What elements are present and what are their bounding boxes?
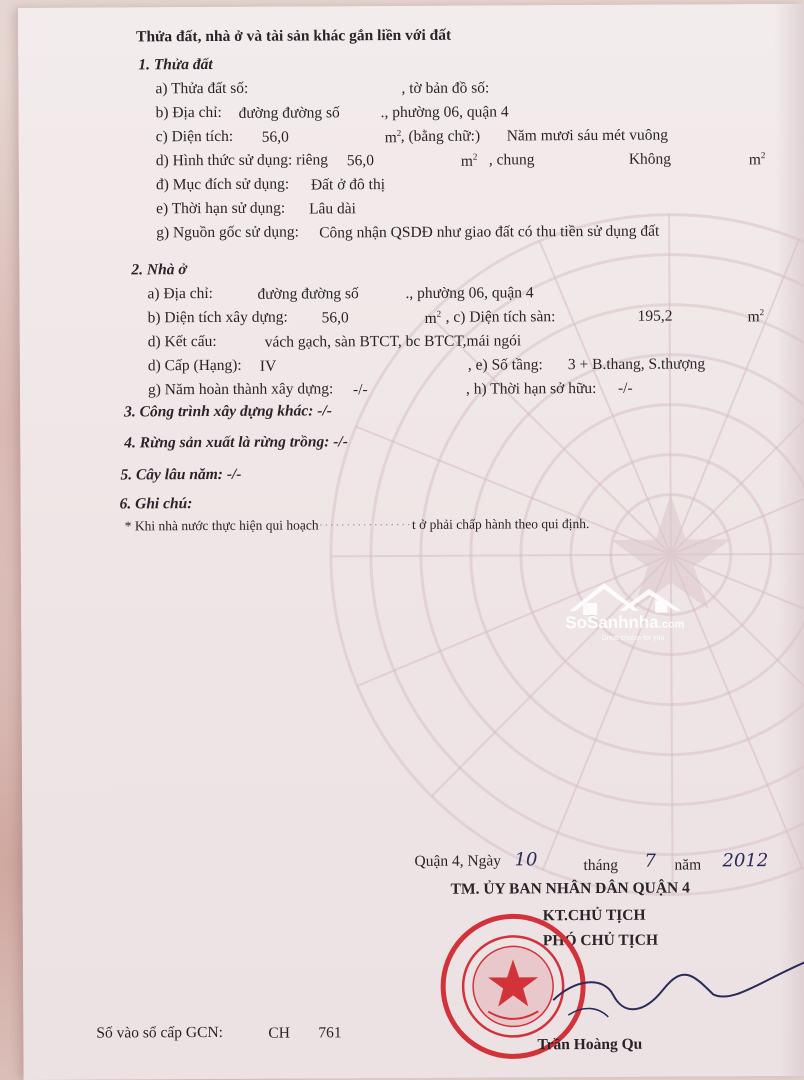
- issue-year-label: năm: [674, 856, 702, 874]
- usage-private-unit: $m^2$: [460, 151, 478, 170]
- usage-form-label: d) Hình thức sử dụng: riêng: [155, 151, 329, 170]
- usage-shared-unit: $m^2$: [748, 150, 766, 169]
- note-text: * Khi nhà nước thực hiện qui hoạch·················t ở phải chấp hành theo qui định.: [124, 516, 590, 534]
- usage-origin-value: Công nhận QSDĐ như giao đất có thu tiền sử dụng đất: [319, 222, 660, 242]
- map-sheet-number: , tờ bản đồ số:: [401, 79, 490, 97]
- structure-label: d) Kết cấu:: [147, 332, 217, 351]
- section-5-title: 5. Cây lâu năm: -/-: [120, 465, 242, 484]
- ownership-term-value: -/-: [617, 379, 633, 397]
- completion-year-value: -/-: [352, 381, 368, 399]
- certificate-page: [18, 4, 804, 1080]
- usage-purpose-value: Đất ở đô thị: [310, 176, 386, 194]
- usage-purpose-label: đ) Mục đích sử dụng:: [155, 175, 290, 194]
- gcn-register-label: Số vào sổ cấp GCN:: [96, 1023, 223, 1042]
- signatory-kt: KT.CHỦ TỊCH: [542, 906, 646, 925]
- bronze-drum-watermark-icon: [319, 203, 804, 907]
- land-area-unit: $m^2$: [384, 127, 402, 147]
- usage-shared-label: , chung: [488, 151, 535, 169]
- handwritten-signature-icon: [543, 944, 804, 1035]
- gcn-register-number: 761: [318, 1024, 342, 1042]
- land-area-words-label: , (bằng chữ:): [400, 127, 481, 145]
- land-address-label: b) Địa chỉ:: [155, 103, 222, 122]
- land-area-words: Năm mươi sáu mét vuông: [506, 126, 668, 145]
- house-address-label: a) Địa chỉ:: [147, 284, 213, 303]
- completion-year-label: g) Năm hoàn thành xây dựng:: [147, 380, 334, 399]
- house-grade-value: IV: [259, 357, 277, 375]
- watermark-tagline: Great choice for you: [601, 634, 665, 642]
- issue-month: 7: [644, 850, 656, 872]
- ownership-term-label: , h) Thời hạn sở hữu:: [465, 379, 597, 398]
- section-3-title: 3. Công trình xây dựng khác: -/-: [124, 402, 332, 421]
- page-title: Thửa đất, nhà ở và tài sản khác gắn liền với đất: [136, 26, 452, 46]
- section-4-title: 4. Rừng sản xuất là rừng trồng: -/-: [124, 433, 348, 452]
- issue-year: 2012: [722, 850, 769, 872]
- gcn-register-code: CH: [268, 1024, 290, 1042]
- usage-term-value: Lâu dài: [309, 200, 357, 218]
- land-plot-number: a) Thửa đất số:: [155, 79, 249, 98]
- watermark-brand: SoSanhnha.com: [565, 612, 685, 633]
- land-area-value: 56,0: [261, 128, 289, 146]
- usage-term-label: e) Thời hạn sử dụng:: [156, 199, 286, 218]
- land-address-street: đường đường số: [238, 104, 340, 122]
- floors-label: , e) Số tầng:: [467, 356, 543, 374]
- house-address-ward: ., phường 06, quận 4: [405, 284, 534, 302]
- floor-area-label: , c) Diện tích sàn:: [445, 308, 556, 326]
- issuing-authority: TM. ỦY BAN NHÂN DÂN QUẬN 4: [450, 879, 690, 898]
- house-address-street: đường đường số: [257, 285, 359, 303]
- building-area-unit: $m^2$: [424, 308, 442, 328]
- section-1-title: 1. Thửa đất: [138, 55, 213, 74]
- issue-day: 10: [514, 849, 538, 871]
- signatory-role: PHÓ CHỦ TỊCH: [542, 931, 659, 950]
- issue-place-date: Quận 4, Ngày: [414, 852, 502, 870]
- floor-area-value: 195,2: [637, 307, 673, 325]
- usage-origin-label: g) Nguồn gốc sử dụng:: [156, 223, 299, 242]
- land-area-label: c) Diện tích:: [155, 127, 234, 146]
- floors-value: 3 + B.thang, S.thượng: [567, 355, 706, 374]
- floor-area-unit: $m^2$: [747, 307, 765, 326]
- section-6-title: 6. Ghi chú:: [119, 495, 193, 513]
- building-area-value: 56,0: [321, 309, 349, 327]
- usage-private-area: 56,0: [346, 152, 374, 170]
- signatory-name: Trần Hoàng Qu: [537, 1035, 643, 1054]
- usage-shared-value: Không: [628, 150, 672, 168]
- house-grade-label: d) Cấp (Hạng):: [147, 356, 242, 375]
- building-area-label: b) Diện tích xây dựng:: [147, 308, 288, 327]
- issue-month-label: tháng: [583, 856, 618, 875]
- section-2-title: 2. Nhà ở: [131, 261, 187, 279]
- land-address-ward: ., phường 06, quận 4: [380, 103, 509, 122]
- structure-value: vách gạch, sàn BTCT, bc BTCT,mái ngói: [264, 332, 522, 351]
